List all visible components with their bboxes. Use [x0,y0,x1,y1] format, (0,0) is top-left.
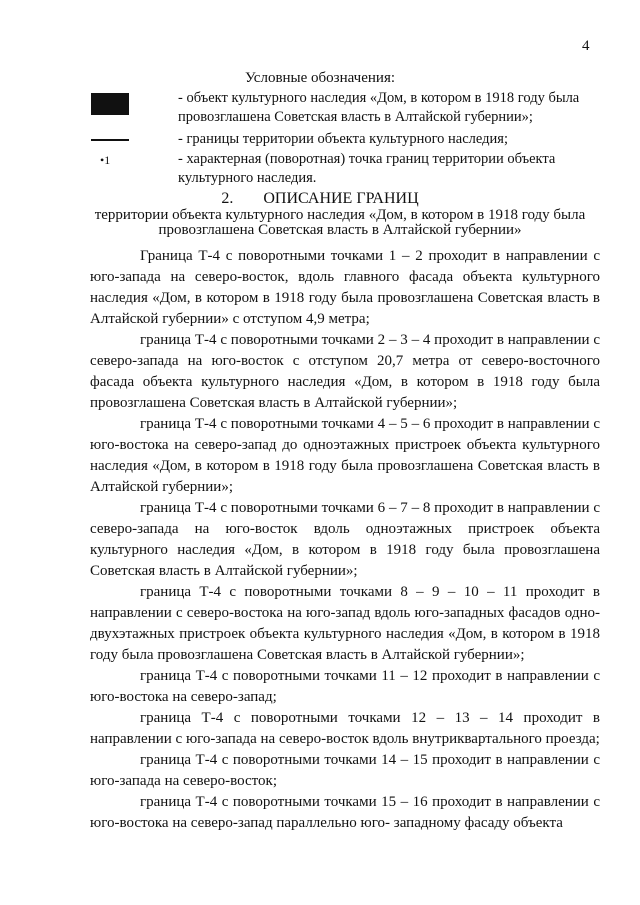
legend-item-heritage-object [88,89,608,127]
boundary-line-symbol [91,139,129,141]
paragraph: граница Т-4 с поворотными точками 14 – 15 проходит в направлении с юго-запада на северо-восток; [90,752,600,789]
legend-item-turning-point [88,150,608,188]
legend [88,89,608,188]
paragraph: граница Т-4 с поворотными точками 8 – 9 – 10 – 11 проходит в направлении с северо-востока на юго-запад вдоль юго-западных фасадов одно- двухэтажных пристроек объекта культурного наследия «Дом, в котором в 1918 году была провозглашена Советская власть в Алтайской губернии»; [90,584,600,663]
paragraph: граница Т-4 с поворотными точками 6 – 7 – 8 проходит в направлении с северо-запада на юго-восток вдоль одноэтажных пристроек объекта культурного наследия «Дом, в котором в 1918 году была провозглашена Советская власть в Алтайской губернии»; [90,500,600,579]
paragraph: граница Т-4 с поворотными точками 4 – 5 – 6 проходит в направлении с юго-востока на северо-запад до одноэтажных пристроек объекта культурного наследия «Дом, в котором в 1918 году была провозглашена Советская власть в Алтайской губернии»; [90,416,600,495]
document-body [90,246,600,834]
section-subtitle: территории объекта культурного наследия «Дом, в котором в 1918 году была провозглашена Советская власть в Алтайской губернии» [94,207,586,238]
paragraph: Граница Т-4 с поворотными точками 1 – 2 проходит в направлении с юго-запада на северо-восток, вдоль главного фасада объекта культурного наследия «Дом, в котором в 1918 году была провозглашена Советская власть в Алтайской губернии» с отступом 4,9 метра; [90,248,600,327]
section-number: 2. [221,190,234,207]
legend-item-text: - границы территории объекта культурного наследия; [178,131,508,147]
legend-item-text: - характерная (поворотная) точка границ территории объекта культурного наследия. [178,151,556,186]
legend-title: Условные обозначения: [244,70,396,86]
page-number: 4 [582,38,590,54]
section-title: ОПИСАНИЕ ГРАНИЦ [263,190,419,207]
section-heading [0,190,640,208]
legend-item-boundary [88,130,608,149]
legend-item-text: - объект культурного наследия «Дом, в котором в 1918 году была провозглашена Советская власть в Алтайской губернии»; [178,90,580,125]
paragraph: граница Т-4 с поворотными точками 11 – 12 проходит в направлении с юго-востока на северо-запад; [90,668,600,705]
paragraph: граница Т-4 с поворотными точками 2 – 3 – 4 проходит в направлении с северо-запада на юго-восток с отступом 20,7 метра от северо-восточного фасада объекта культурного наследия «Дом, в котором в 1918 году была провозглашена Советская власть в Алтайской губернии»; [90,332,600,411]
paragraph: граница Т-4 с поворотными точками 12 – 13 – 14 проходит в направлении с юго-запада на северо-восток вдоль внутриквартального проезда; [90,710,600,747]
paragraph: граница Т-4 с поворотными точками 15 – 16 проходит в направлении с юго-востока на северо-запад параллельно юго- западному фасаду объекта [90,794,600,831]
heritage-object-symbol [91,93,129,115]
turning-point-symbol: •1 [100,153,111,167]
